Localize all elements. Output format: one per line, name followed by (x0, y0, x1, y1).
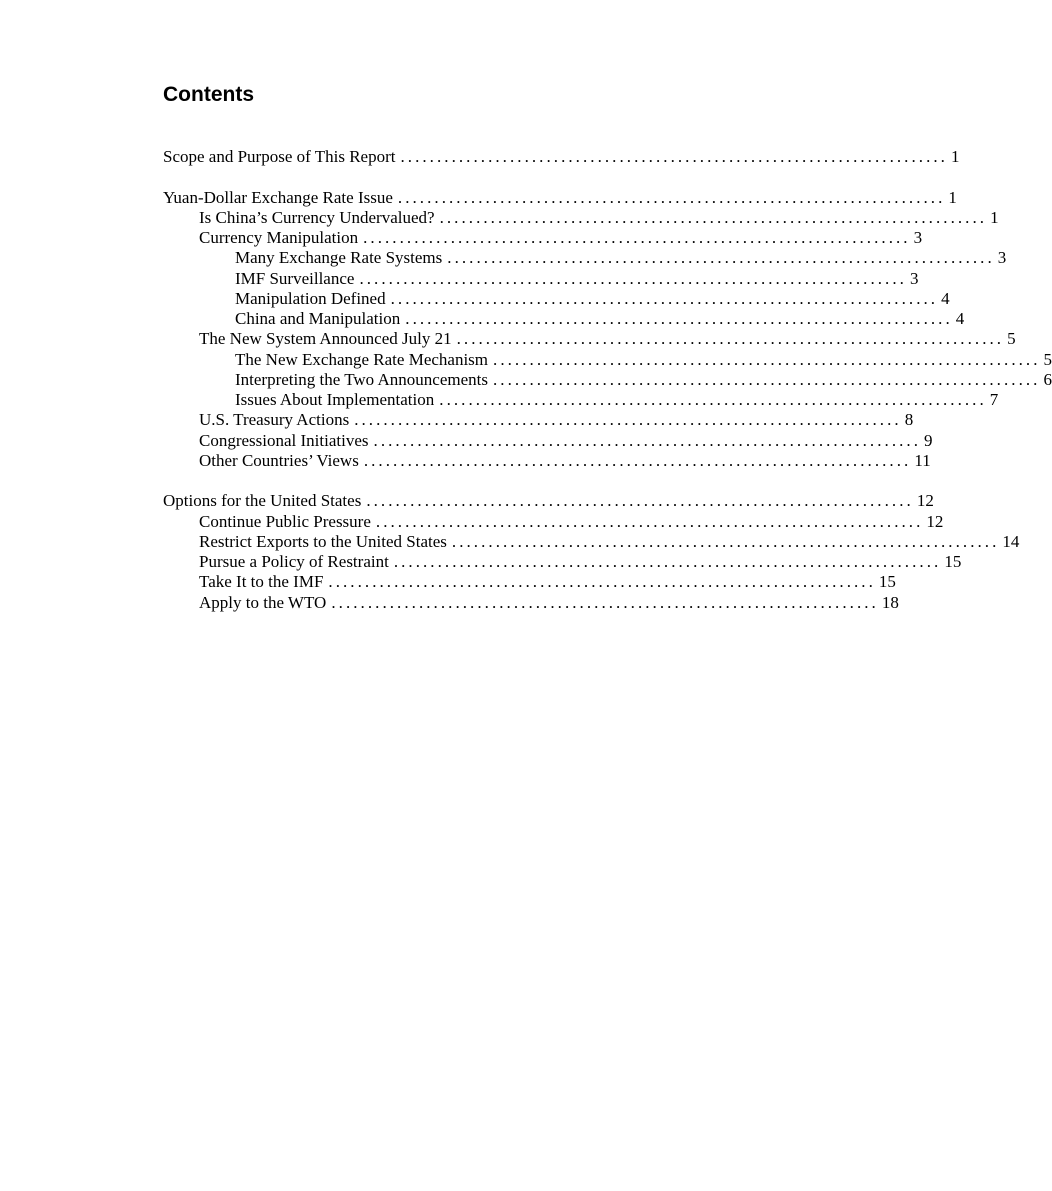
toc-entry-page-number: 5 (1043, 349, 1052, 369)
toc-entry[interactable] (163, 369, 1052, 390)
toc-entry-page-number: 15 (878, 572, 896, 592)
toc-entry-page-number: 15 (944, 552, 962, 571)
dot-leader: ........................................................................... (493, 349, 1041, 369)
toc-entry-label: Continue Public Pressure (199, 511, 371, 531)
toc-entry-label: Currency Manipulation (199, 228, 359, 247)
dot-leader: ........................................................................... (363, 450, 912, 470)
toc-entry[interactable] (163, 329, 1016, 349)
toc-entry-page-number: 5 (1007, 329, 1016, 349)
toc-entry[interactable] (163, 491, 934, 511)
toc-entry[interactable] (163, 511, 944, 532)
toc-entry[interactable] (163, 390, 999, 410)
dot-leader: ........................................................................... (447, 248, 995, 268)
toc-entry[interactable] (163, 288, 950, 309)
dot-leader: ........................................................................... (390, 288, 939, 308)
toc-entry[interactable] (163, 531, 1020, 552)
contents-heading: Contents (163, 83, 254, 106)
toc-entry-page-number: 4 (955, 309, 965, 328)
toc-entry-label: Other Countries’ Views (199, 450, 359, 470)
toc-entry-label: China and Manipulation (235, 309, 401, 328)
toc-entry[interactable] (163, 450, 931, 471)
dot-leader: ........................................................................... (456, 329, 1005, 349)
dot-leader: ........................................................................... (354, 410, 902, 430)
dot-leader: ........................................................................... (439, 207, 988, 227)
toc-entry-label: The New System Announced July 21 (199, 329, 452, 349)
toc-section (163, 491, 1020, 613)
toc-entry-label: Pursue a Policy of Restraint (199, 552, 389, 571)
dot-leader: ........................................................................... (359, 268, 907, 288)
toc-entry-page-number: 11 (914, 450, 931, 470)
toc-entry[interactable] (163, 552, 962, 572)
dot-leader: ........................................................................... (400, 147, 948, 166)
toc-entry[interactable] (163, 572, 896, 592)
toc-entry[interactable] (163, 592, 899, 613)
toc-entry-label: Options for the United States (163, 491, 362, 511)
toc-entry[interactable] (163, 268, 919, 289)
toc-entry[interactable] (163, 349, 1052, 370)
toc-entry[interactable] (163, 248, 1007, 268)
toc-entry-page-number: 3 (909, 268, 919, 288)
toc-entry-page-number: 3 (997, 248, 1007, 268)
toc-entry-label: IMF Surveillance (235, 268, 355, 288)
toc-entry-label: Manipulation Defined (235, 288, 386, 308)
toc-entry-label: The New Exchange Rate Mechanism (235, 349, 489, 369)
toc-entry-label: Is China’s Currency Undervalued? (199, 207, 435, 227)
toc-entry-label: Take It to the IMF (199, 572, 324, 592)
toc-entry-page-number: 12 (916, 491, 934, 511)
dot-leader: ........................................................................... (331, 592, 879, 612)
dot-leader: ........................................................................... (451, 531, 1000, 551)
toc-entry-page-number: 4 (941, 288, 950, 308)
toc-entry-page-number: 1 (948, 187, 957, 207)
toc-entry-label: Many Exchange Rate Systems (235, 248, 443, 268)
toc-entry[interactable] (163, 228, 923, 248)
toc-entry[interactable] (163, 410, 914, 430)
toc-entry-label: U.S. Treasury Actions (199, 410, 350, 430)
toc-entry-label: Restrict Exports to the United States (199, 531, 447, 551)
toc-entry-label: Congressional Initiatives (199, 430, 369, 450)
dot-leader: ........................................................................... (373, 430, 922, 450)
toc-entry-page-number: 14 (1002, 531, 1020, 551)
dot-leader: ........................................................................... (397, 187, 946, 207)
toc-entry[interactable] (163, 147, 960, 167)
toc-entry-label: Apply to the WTO (199, 592, 327, 612)
toc-entry-page-number: 6 (1043, 369, 1052, 389)
toc-entry[interactable] (163, 187, 957, 208)
dot-leader: ........................................................................... (328, 572, 876, 592)
toc-section (163, 187, 1052, 472)
table-of-contents (163, 147, 1052, 633)
dot-leader: ........................................................................... (439, 390, 987, 409)
toc-entry-label: Interpreting the Two Announcements (235, 369, 488, 389)
toc-entry[interactable] (163, 430, 933, 451)
toc-entry-label: Yuan-Dollar Exchange Rate Issue (163, 187, 393, 207)
toc-entry-page-number: 8 (904, 410, 914, 430)
toc-entry-page-number: 1 (950, 147, 960, 166)
dot-leader: ........................................................................... (375, 511, 924, 531)
dot-leader: ........................................................................... (363, 228, 911, 247)
toc-entry-page-number: 9 (924, 430, 933, 450)
toc-entry-page-number: 1 (990, 207, 999, 227)
toc-entry-page-number: 7 (989, 390, 999, 409)
dot-leader: ........................................................................... (492, 369, 1041, 389)
toc-entry[interactable] (163, 207, 999, 228)
toc-entry-page-number: 18 (881, 592, 899, 612)
toc-entry-label: Scope and Purpose of This Report (163, 147, 396, 166)
toc-entry-label: Issues About Implementation (235, 390, 435, 409)
dot-leader: ........................................................................... (366, 491, 914, 511)
dot-leader: ........................................................................... (405, 309, 953, 328)
toc-section (163, 147, 960, 167)
dot-leader: ........................................................................... (393, 552, 942, 571)
toc-entry-page-number: 3 (913, 228, 923, 247)
toc-entry[interactable] (163, 309, 965, 329)
toc-entry-page-number: 12 (926, 511, 944, 531)
